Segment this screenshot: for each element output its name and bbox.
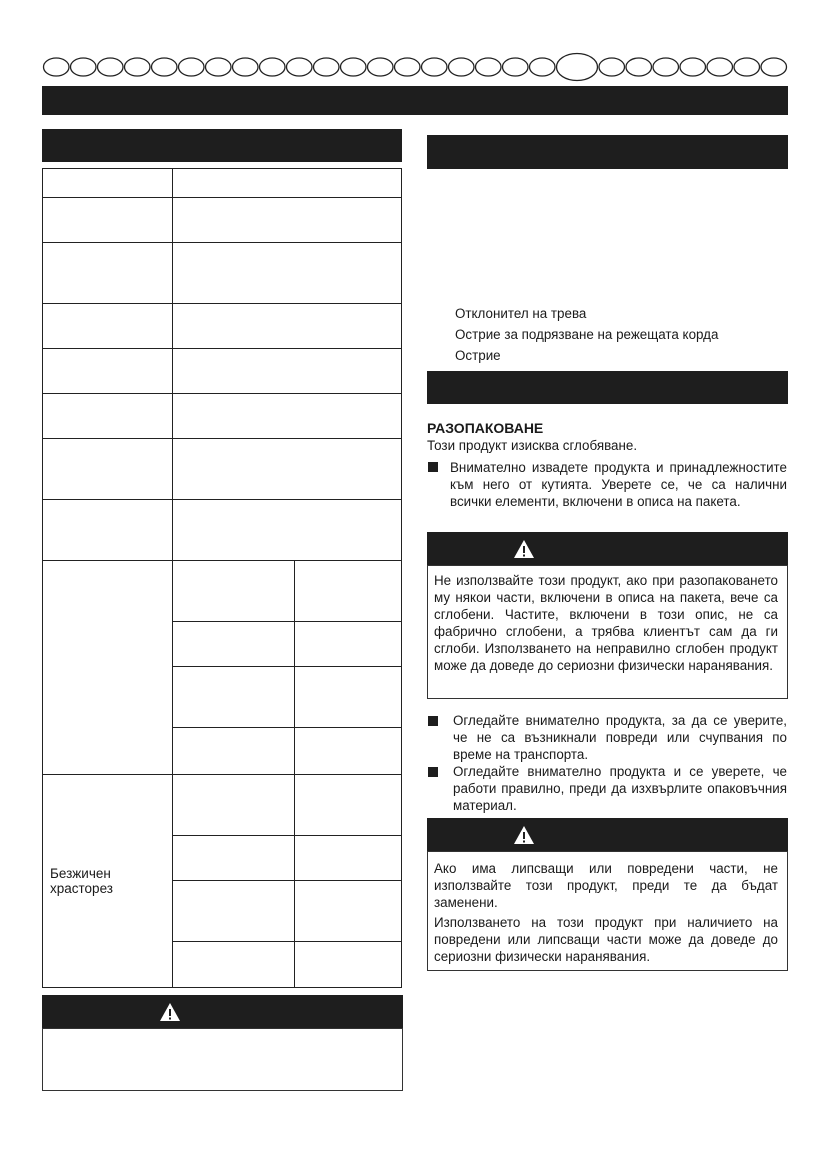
page-oval — [44, 58, 70, 76]
left-warning-body — [42, 1028, 403, 1091]
warning-1-body — [427, 565, 788, 699]
page-oval — [260, 58, 286, 76]
spec-cell-value — [172, 303, 402, 349]
page-oval — [734, 58, 760, 76]
spec-subcell — [294, 774, 402, 836]
spec-cell-label — [42, 438, 173, 500]
spec-subcell — [294, 727, 402, 775]
page-oval — [422, 58, 448, 76]
page-oval — [707, 58, 733, 76]
page-oval — [476, 58, 502, 76]
spec-section-header — [42, 129, 402, 162]
spec-subcell — [172, 880, 295, 942]
bullet-icon — [428, 462, 438, 472]
page-oval — [98, 58, 124, 76]
spec-cell-label — [42, 303, 173, 349]
contents-section-header — [427, 135, 788, 169]
contents-item: Острие за подрязване на режещата корда — [455, 327, 719, 342]
spec-subcell — [172, 774, 295, 836]
spec-subcell — [172, 727, 295, 775]
warning-2-header — [427, 818, 788, 852]
unpacking-step-1: Внимателно извадете продукта и принадлежностите към него от кутията. Уверете се, че са налични всички елементи, включени в описа на пакета. — [450, 460, 787, 509]
page-oval — [503, 58, 529, 76]
warning-icon — [159, 1002, 181, 1022]
page-oval — [233, 58, 259, 76]
spec-cell-label — [42, 168, 173, 198]
spec-subcell — [294, 835, 402, 881]
spec-subcell — [294, 880, 402, 942]
page-oval — [341, 58, 367, 76]
spec-cell-label — [42, 197, 173, 243]
page-oval — [599, 58, 625, 76]
unpacking-intro: Този продукт изисква сглобяване. — [427, 438, 638, 453]
page-nav-ovals — [42, 52, 790, 82]
spec-table — [42, 168, 402, 988]
spec-subcell — [294, 560, 402, 622]
warning-2-text-1: Ако има липсващи или повредени части, не използвайте този продукт, преди те да бъдат заменени. — [434, 861, 778, 910]
spec-cell-value — [172, 197, 402, 243]
spec-product-name: Безжичен храсторез — [50, 866, 113, 896]
page-oval — [653, 58, 679, 76]
warning-2-text-2: Използването на този продукт при наличието на повредени или липсващи части може да доведе до сериозни физически наранявания. — [434, 915, 778, 964]
spec-subcell — [172, 835, 295, 881]
page-oval — [287, 58, 313, 76]
spec-cell-value — [172, 242, 402, 304]
spec-cell-value — [172, 499, 402, 561]
spec-cell-value — [172, 438, 402, 500]
unpacking-heading: РАЗОПАКОВАНЕ — [427, 420, 544, 436]
page-oval — [626, 58, 652, 76]
page-oval — [152, 58, 178, 76]
bullet-icon — [428, 716, 438, 726]
spec-cell-value — [172, 393, 402, 439]
page-oval — [530, 58, 556, 76]
spec-subcell — [172, 941, 295, 988]
page-oval — [206, 58, 232, 76]
page-oval — [125, 58, 151, 76]
spec-cell-label — [42, 393, 173, 439]
unpacking-step-3: Огледайте внимателно продукта и се уверете, че работи правилно, преди да изхвърлите опаковъчния материал. — [453, 764, 787, 813]
spec-subcell — [172, 666, 295, 728]
top-header-bar — [42, 86, 788, 115]
page-oval — [368, 58, 394, 76]
contents-item: Отклонител на трева — [455, 306, 587, 321]
warning-2-body — [427, 851, 788, 971]
warning-1-text: Не използвайте този продукт, ако при разопаковането му някои части, включени в описа на пакета, вече са сглобени. Частите, включени в този опис, не са фабрично сглобени, а трябва клиентът сам да ги сглоби. Използването на неправилно сглобен продукт може да доведе до сериозни физически наранявания. — [434, 573, 778, 673]
bullet-icon — [428, 767, 438, 777]
current-page-oval — [557, 54, 598, 81]
page-oval — [761, 58, 787, 76]
spec-subcell — [172, 560, 295, 622]
assembly-section-header — [427, 371, 788, 404]
spec-subcell — [294, 666, 402, 728]
spec-group-label — [42, 560, 173, 775]
spec-subcell — [294, 941, 402, 988]
warning-icon — [513, 825, 535, 845]
left-warning-header — [42, 995, 403, 1029]
unpacking-step-2: Огледайте внимателно продукта, за да се уверите, че не са възникнали повреди или счупвания по време на транспорта. — [453, 713, 787, 762]
spec-cell-label — [42, 348, 173, 394]
page-oval — [71, 58, 97, 76]
page-oval — [314, 58, 340, 76]
page-oval — [680, 58, 706, 76]
spec-subcell — [294, 621, 402, 667]
contents-item: Острие — [455, 348, 501, 363]
page-oval — [179, 58, 205, 76]
warning-icon — [513, 539, 535, 559]
page-oval — [449, 58, 475, 76]
spec-cell-label — [42, 499, 173, 561]
page-oval — [395, 58, 421, 76]
spec-subcell — [172, 621, 295, 667]
spec-cell-label — [42, 242, 173, 304]
spec-cell-value — [172, 348, 402, 394]
warning-1-header — [427, 532, 788, 566]
spec-cell-value — [172, 168, 402, 198]
